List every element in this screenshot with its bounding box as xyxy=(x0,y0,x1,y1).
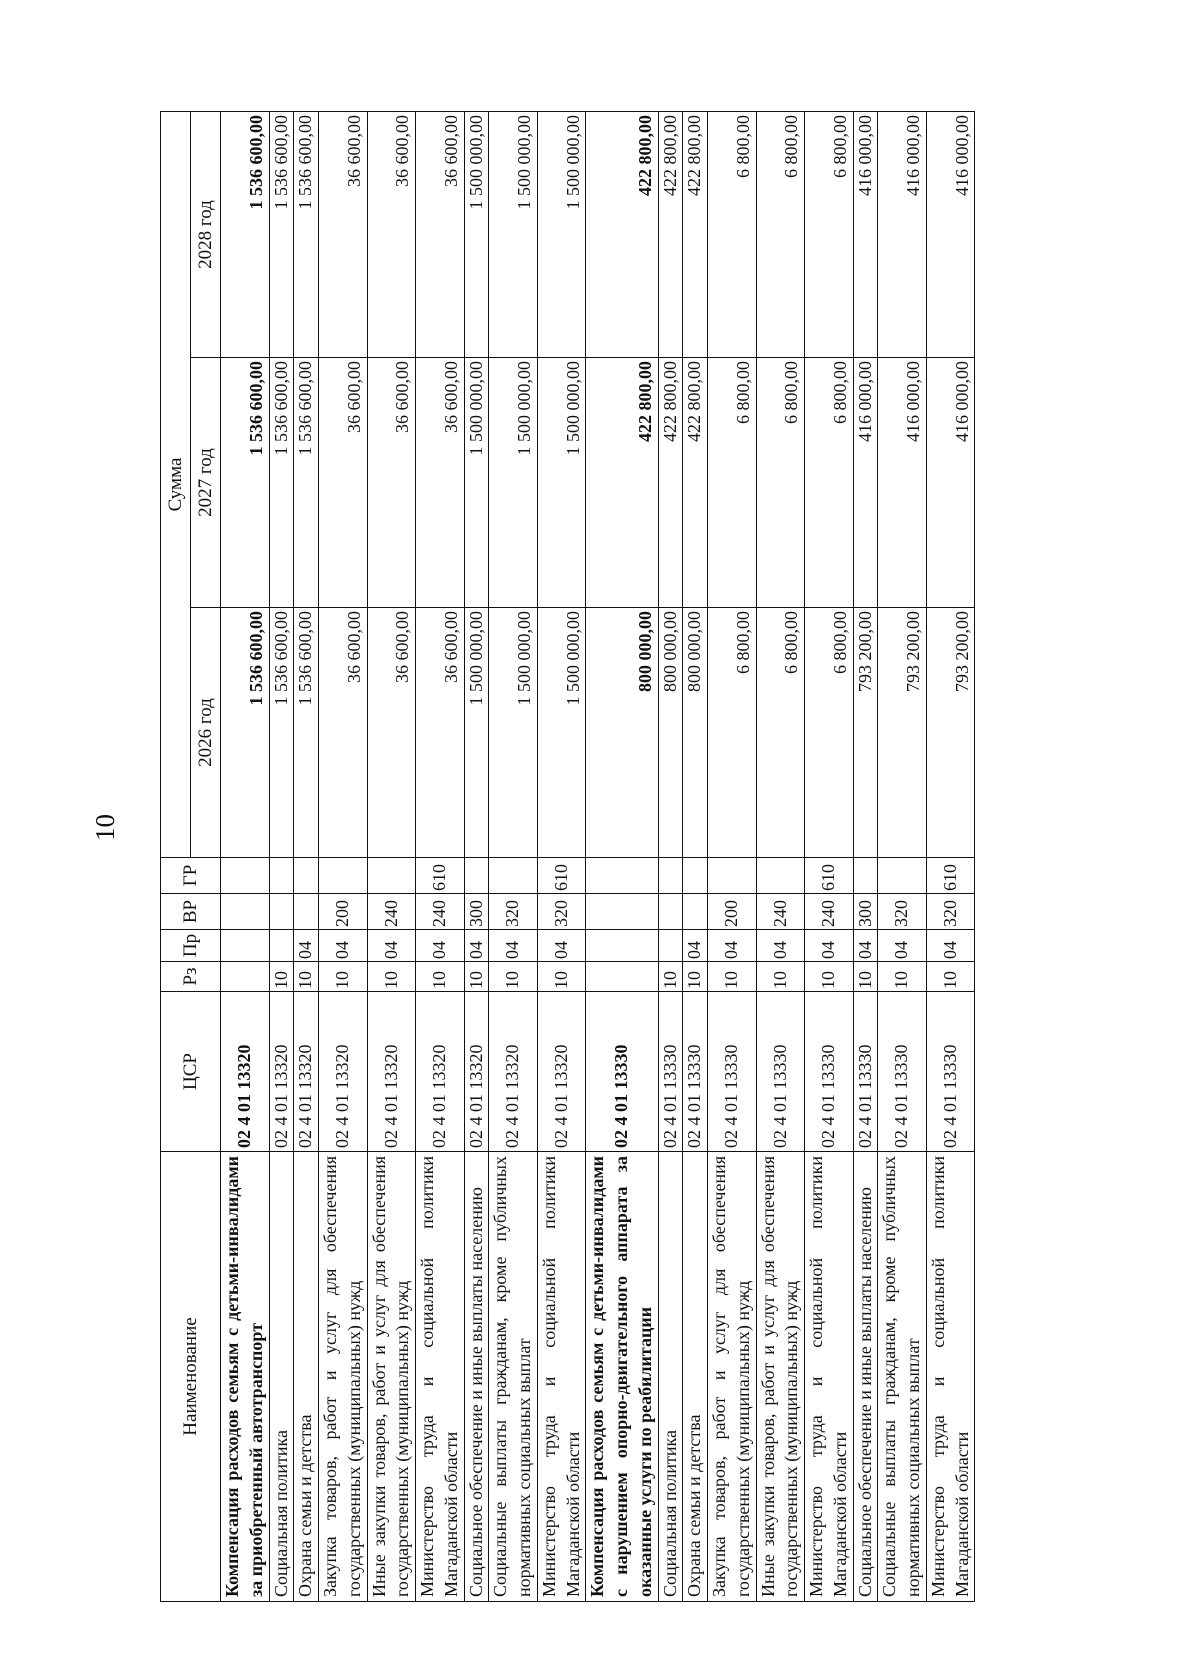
cell-csr: 02 4 01 13320 xyxy=(464,992,489,1152)
cell-pr: 04 xyxy=(464,930,489,962)
cell-sum-2026: 793 200,00 xyxy=(853,608,878,858)
cell-vr: 300 xyxy=(464,894,489,930)
cell-sum-2027: 1 500 000,00 xyxy=(464,358,489,608)
cell-vr: 320 xyxy=(926,894,975,930)
cell-sum-2028: 1 536 600,00 xyxy=(269,111,294,357)
cell-rz: 10 xyxy=(683,962,708,992)
cell-sum-2028: 36 600,00 xyxy=(319,111,368,357)
cell-sum-2026: 793 200,00 xyxy=(878,608,927,858)
cell-name: Иные закупки товаров, работ и услуг для обеспечения государственных (муниципальных) нужд xyxy=(367,1152,416,1602)
cell-sum-2026: 1 536 600,00 xyxy=(269,608,294,858)
table-row xyxy=(853,111,878,1601)
cell-vr xyxy=(658,894,683,930)
cell-pr xyxy=(586,930,658,962)
cell-sum-2028: 1 536 600,00 xyxy=(221,111,270,357)
cell-vr xyxy=(221,894,270,930)
cell-csr: 02 4 01 13320 xyxy=(537,992,586,1152)
cell-sum-2027: 6 800,00 xyxy=(805,358,854,608)
cell-csr: 02 4 01 13320 xyxy=(416,992,465,1152)
header-rz: Рз xyxy=(161,962,221,992)
header-2027: 2027 год xyxy=(191,358,221,608)
cell-csr: 02 4 01 13330 xyxy=(805,992,854,1152)
cell-sum-2026: 36 600,00 xyxy=(319,608,368,858)
cell-sum-2027: 1 536 600,00 xyxy=(221,358,270,608)
cell-sum-2027: 6 800,00 xyxy=(708,358,757,608)
cell-gr xyxy=(319,858,368,894)
cell-name: Социальные выплаты гражданам, кроме публичных нормативных социальных выплат xyxy=(878,1152,927,1602)
cell-sum-2027: 36 600,00 xyxy=(416,358,465,608)
cell-rz xyxy=(586,962,658,992)
cell-gr xyxy=(708,858,757,894)
table-row xyxy=(537,111,586,1601)
header-2028: 2028 год xyxy=(191,111,221,357)
cell-sum-2028: 422 800,00 xyxy=(586,111,658,357)
cell-sum-2027: 422 800,00 xyxy=(658,358,683,608)
cell-gr xyxy=(221,858,270,894)
cell-sum-2028: 1 500 000,00 xyxy=(537,111,586,357)
cell-rz: 10 xyxy=(537,962,586,992)
cell-pr: 04 xyxy=(708,930,757,962)
cell-csr: 02 4 01 13330 xyxy=(756,992,805,1152)
cell-sum-2026: 793 200,00 xyxy=(926,608,975,858)
cell-vr: 320 xyxy=(537,894,586,930)
cell-csr: 02 4 01 13330 xyxy=(878,992,927,1152)
cell-pr: 04 xyxy=(805,930,854,962)
cell-name: Социальная политика xyxy=(658,1152,683,1602)
cell-pr: 04 xyxy=(683,930,708,962)
cell-sum-2028: 1 500 000,00 xyxy=(464,111,489,357)
budget-table xyxy=(160,111,975,1602)
table-header xyxy=(161,111,221,1601)
cell-sum-2028: 416 000,00 xyxy=(878,111,927,357)
cell-pr xyxy=(658,930,683,962)
cell-name: Иные закупки товаров, работ и услуг для обеспечения государственных (муниципальных) нужд xyxy=(756,1152,805,1602)
cell-name: Министерство труда и социальной политики Магаданской области xyxy=(537,1152,586,1602)
cell-sum-2028: 6 800,00 xyxy=(805,111,854,357)
cell-name: Социальная политика xyxy=(269,1152,294,1602)
cell-sum-2026: 800 000,00 xyxy=(658,608,683,858)
cell-sum-2026: 1 536 600,00 xyxy=(221,608,270,858)
cell-csr: 02 4 01 13320 xyxy=(489,992,538,1152)
cell-pr: 04 xyxy=(319,930,368,962)
cell-gr xyxy=(878,858,927,894)
cell-name: Охрана семьи и детства xyxy=(683,1152,708,1602)
cell-name: Закупка товаров, работ и услуг для обеспечения государственных (муниципальных) нужд xyxy=(708,1152,757,1602)
table-row xyxy=(586,111,658,1601)
cell-sum-2028: 36 600,00 xyxy=(416,111,465,357)
cell-vr: 240 xyxy=(805,894,854,930)
cell-sum-2027: 416 000,00 xyxy=(853,358,878,608)
cell-name: Компенсация расходов семьям с детьми-инвалидами за приобретенный автотранспорт xyxy=(221,1152,270,1602)
cell-sum-2026: 800 000,00 xyxy=(683,608,708,858)
cell-sum-2027: 36 600,00 xyxy=(367,358,416,608)
cell-pr: 04 xyxy=(926,930,975,962)
cell-name: Закупка товаров, работ и услуг для обеспечения государственных (муниципальных) нужд xyxy=(319,1152,368,1602)
cell-sum-2027: 1 536 600,00 xyxy=(269,358,294,608)
cell-gr: 610 xyxy=(537,858,586,894)
table-row xyxy=(756,111,805,1601)
cell-vr: 200 xyxy=(319,894,368,930)
cell-gr: 610 xyxy=(805,858,854,894)
cell-sum-2028: 422 800,00 xyxy=(658,111,683,357)
cell-gr xyxy=(853,858,878,894)
cell-sum-2028: 6 800,00 xyxy=(756,111,805,357)
cell-csr: 02 4 01 13330 xyxy=(586,992,658,1152)
cell-csr: 02 4 01 13330 xyxy=(658,992,683,1152)
table-row xyxy=(367,111,416,1601)
table-row xyxy=(319,111,368,1601)
cell-rz: 10 xyxy=(269,962,294,992)
header-vr: ВР xyxy=(161,894,221,930)
cell-csr: 02 4 01 13320 xyxy=(367,992,416,1152)
cell-sum-2028: 6 800,00 xyxy=(708,111,757,357)
cell-pr: 04 xyxy=(294,930,319,962)
cell-rz: 10 xyxy=(805,962,854,992)
cell-csr: 02 4 01 13320 xyxy=(294,992,319,1152)
page-number: 10 xyxy=(90,814,120,841)
cell-sum-2026: 1 500 000,00 xyxy=(537,608,586,858)
cell-pr: 04 xyxy=(756,930,805,962)
cell-rz: 10 xyxy=(878,962,927,992)
cell-gr: 610 xyxy=(416,858,465,894)
cell-rz: 10 xyxy=(464,962,489,992)
cell-sum-2026: 800 000,00 xyxy=(586,608,658,858)
table-row xyxy=(294,111,319,1601)
header-sum: Сумма xyxy=(161,111,191,857)
rotated-page-content xyxy=(160,112,1200,1602)
cell-rz: 10 xyxy=(416,962,465,992)
cell-pr: 04 xyxy=(367,930,416,962)
cell-sum-2028: 422 800,00 xyxy=(683,111,708,357)
cell-rz: 10 xyxy=(926,962,975,992)
cell-sum-2027: 6 800,00 xyxy=(756,358,805,608)
cell-gr xyxy=(464,858,489,894)
cell-rz: 10 xyxy=(319,962,368,992)
cell-sum-2027: 416 000,00 xyxy=(878,358,927,608)
cell-pr: 04 xyxy=(537,930,586,962)
cell-rz: 10 xyxy=(489,962,538,992)
cell-csr: 02 4 01 13320 xyxy=(221,992,270,1152)
cell-csr: 02 4 01 13330 xyxy=(708,992,757,1152)
cell-name: Компенсация расходов семьям с детьми-инвалидами с нарушением опорно-двигательного аппарата за оказанные услуги по реабилитации xyxy=(586,1152,658,1602)
cell-sum-2027: 1 500 000,00 xyxy=(489,358,538,608)
cell-sum-2027: 422 800,00 xyxy=(586,358,658,608)
cell-rz: 10 xyxy=(708,962,757,992)
cell-sum-2028: 416 000,00 xyxy=(853,111,878,357)
cell-gr xyxy=(367,858,416,894)
cell-sum-2028: 416 000,00 xyxy=(926,111,975,357)
cell-pr xyxy=(221,930,270,962)
cell-sum-2027: 422 800,00 xyxy=(683,358,708,608)
cell-vr: 320 xyxy=(489,894,538,930)
cell-vr xyxy=(269,894,294,930)
table-row xyxy=(878,111,927,1601)
cell-sum-2026: 1 536 600,00 xyxy=(294,608,319,858)
cell-csr: 02 4 01 13330 xyxy=(683,992,708,1152)
cell-pr: 04 xyxy=(489,930,538,962)
cell-sum-2026: 6 800,00 xyxy=(805,608,854,858)
cell-sum-2026: 36 600,00 xyxy=(416,608,465,858)
cell-name: Министерство труда и социальной политики Магаданской области xyxy=(926,1152,975,1602)
table-row xyxy=(708,111,757,1601)
header-gr: ГР xyxy=(161,858,221,894)
cell-name: Социальное обеспечение и иные выплаты населению xyxy=(464,1152,489,1602)
cell-pr: 04 xyxy=(853,930,878,962)
cell-sum-2026: 6 800,00 xyxy=(756,608,805,858)
table-row xyxy=(926,111,975,1601)
table-row xyxy=(464,111,489,1601)
cell-csr: 02 4 01 13330 xyxy=(926,992,975,1152)
table-row xyxy=(269,111,294,1601)
cell-rz: 10 xyxy=(367,962,416,992)
cell-sum-2026: 6 800,00 xyxy=(708,608,757,858)
cell-rz xyxy=(221,962,270,992)
table-row xyxy=(658,111,683,1601)
cell-rz: 10 xyxy=(658,962,683,992)
header-pr: Пр xyxy=(161,930,221,962)
cell-vr xyxy=(683,894,708,930)
header-csr: ЦСР xyxy=(161,992,221,1152)
cell-pr: 04 xyxy=(416,930,465,962)
table-row xyxy=(416,111,465,1601)
cell-gr xyxy=(586,858,658,894)
table-row xyxy=(805,111,854,1601)
cell-sum-2027: 36 600,00 xyxy=(319,358,368,608)
cell-name: Министерство труда и социальной политики Магаданской области xyxy=(416,1152,465,1602)
cell-sum-2026: 1 500 000,00 xyxy=(464,608,489,858)
cell-sum-2028: 36 600,00 xyxy=(367,111,416,357)
cell-pr xyxy=(269,930,294,962)
cell-csr: 02 4 01 13320 xyxy=(269,992,294,1152)
cell-gr xyxy=(658,858,683,894)
cell-sum-2026: 36 600,00 xyxy=(367,608,416,858)
table-row xyxy=(683,111,708,1601)
cell-vr xyxy=(294,894,319,930)
cell-vr: 300 xyxy=(853,894,878,930)
cell-vr: 320 xyxy=(878,894,927,930)
cell-gr xyxy=(294,858,319,894)
cell-gr xyxy=(756,858,805,894)
cell-pr: 04 xyxy=(878,930,927,962)
cell-name: Министерство труда и социальной политики Магаданской области xyxy=(805,1152,854,1602)
cell-gr xyxy=(269,858,294,894)
header-2026: 2026 год xyxy=(191,608,221,858)
cell-sum-2028: 1 536 600,00 xyxy=(294,111,319,357)
cell-rz: 10 xyxy=(294,962,319,992)
table-body xyxy=(221,111,975,1601)
cell-vr xyxy=(586,894,658,930)
cell-vr: 240 xyxy=(756,894,805,930)
header-name: Наименование xyxy=(161,1152,221,1602)
table-row xyxy=(489,111,538,1601)
cell-sum-2027: 1 500 000,00 xyxy=(537,358,586,608)
cell-vr: 240 xyxy=(416,894,465,930)
cell-sum-2027: 416 000,00 xyxy=(926,358,975,608)
cell-sum-2028: 1 500 000,00 xyxy=(489,111,538,357)
cell-csr: 02 4 01 13330 xyxy=(853,992,878,1152)
cell-gr xyxy=(489,858,538,894)
cell-name: Социальное обеспечение и иные выплаты населению xyxy=(853,1152,878,1602)
cell-vr: 240 xyxy=(367,894,416,930)
table-row xyxy=(221,111,270,1601)
cell-name: Охрана семьи и детства xyxy=(294,1152,319,1602)
cell-rz: 10 xyxy=(853,962,878,992)
cell-vr: 200 xyxy=(708,894,757,930)
cell-csr: 02 4 01 13320 xyxy=(319,992,368,1152)
cell-name: Социальные выплаты гражданам, кроме публичных нормативных социальных выплат xyxy=(489,1152,538,1602)
cell-gr xyxy=(683,858,708,894)
cell-sum-2026: 1 500 000,00 xyxy=(489,608,538,858)
cell-gr: 610 xyxy=(926,858,975,894)
cell-sum-2027: 1 536 600,00 xyxy=(294,358,319,608)
cell-rz: 10 xyxy=(756,962,805,992)
